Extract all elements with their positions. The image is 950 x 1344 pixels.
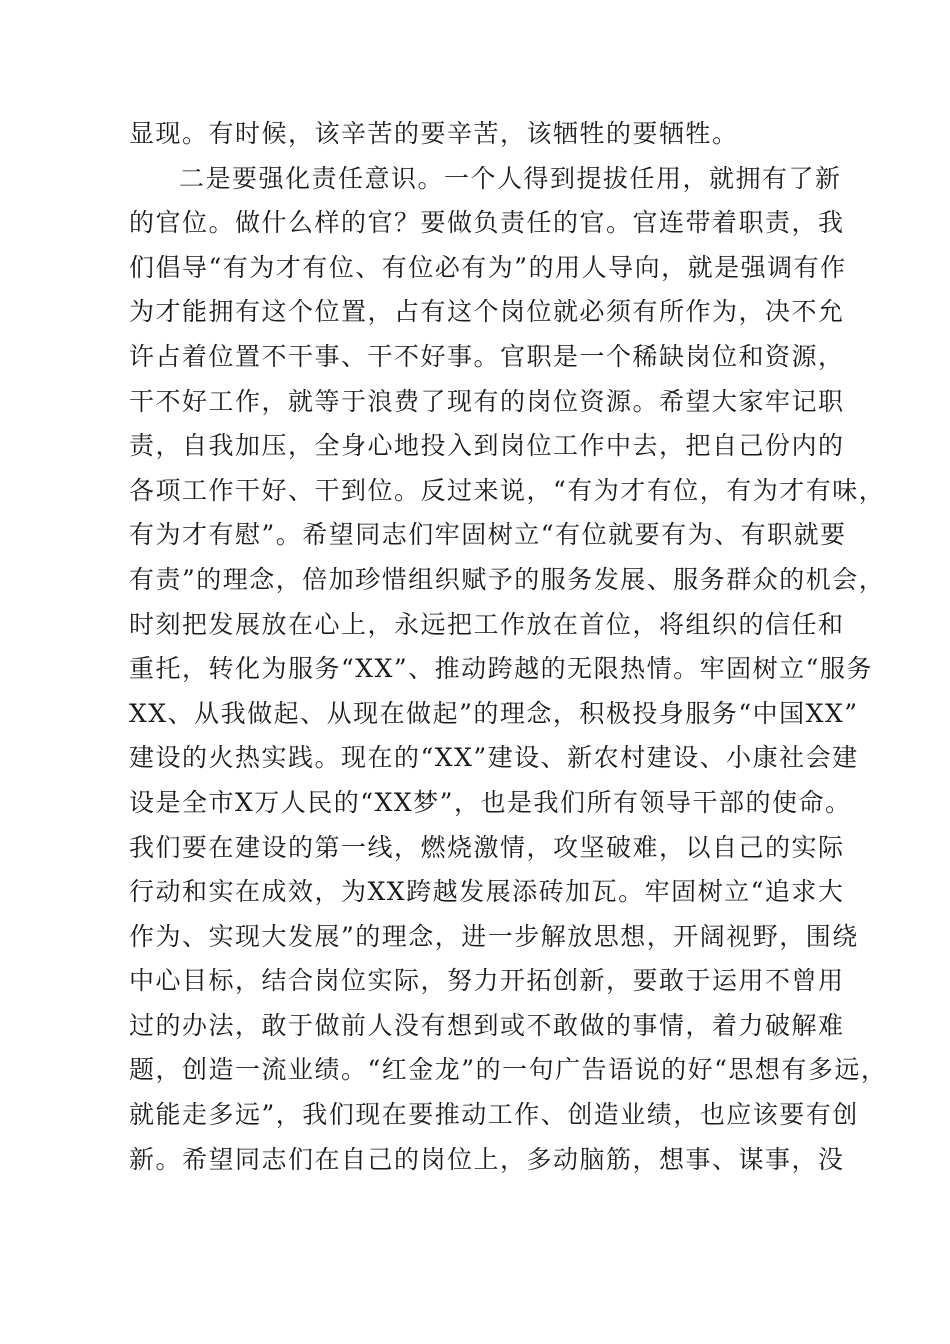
text-line: 为才能拥有这个位置，占有这个岗位就必须有所作为，决不允	[129, 297, 845, 327]
text-line: 中心目标，结合岗位实际，努力开拓创新，要敢于运用不曾用	[129, 966, 845, 996]
text-line: 重托，转化为服务“XX”、推动跨越的无限热情。牢固树立“服务	[129, 654, 873, 684]
text-line: 设是全市X万人民的“XX梦”，也是我们所有领导干部的使命。	[129, 787, 852, 817]
text-line: XX、从我做起、从现在做起”的理念，积极投身服务“中国XX”	[129, 698, 859, 728]
text-line: 干不好工作，就等于浪费了现有的岗位资源。希望大家牢记职	[129, 386, 845, 416]
text-line: 新。希望同志们在自己的岗位上，多动脑筋，想事、谋事，没	[129, 1144, 845, 1174]
text-line: 有为才有慰”。希望同志们牢固树立“有位就要有为、有职就要	[129, 520, 847, 550]
text-line: 过的办法，敢于做前人没有想到或不敢做的事情，着力破解难	[129, 1010, 845, 1040]
text-line: 建设的火热实践。现在的“XX”建设、新农村建设、小康社会建	[129, 743, 859, 773]
text-line: 各项工作干好、干到位。反过来说，“有为才有位，有为才有味，	[129, 475, 886, 505]
text-line: 有责”的理念，倍加珍惜组织赋予的服务发展、服务群众的机会，	[129, 564, 886, 594]
text-line: 题，创造一流业绩。“红金龙”的一句广告语说的好“思想有多远，	[129, 1055, 888, 1085]
text-line: 时刻把发展放在心上，永远把工作放在首位，将组织的信任和	[129, 609, 845, 639]
text-line: 作为、实现大发展”的理念，进一步解放思想，开阔视野，围绕	[129, 921, 859, 951]
text-line: 许占着位置不干事、干不好事。官职是一个稀缺岗位和资源，	[129, 341, 845, 371]
text-line: 行动和实在成效，为XX跨越发展添砖加瓦。牢固树立“追求大	[129, 877, 845, 907]
body-text	[129, 112, 888, 1182]
text-line: 二是要强化责任意识。一个人得到提拔任用，就拥有了新	[179, 163, 842, 193]
text-line: 显现。有时候，该辛苦的要辛苦，该牺牲的要牺牲。	[129, 119, 739, 148]
text-line: 我们要在建设的第一线，燃烧激情，攻坚破难，以自己的实际	[129, 832, 845, 862]
text-line: 的官位。做什么样的官？要做负责任的官。官连带着职责，我	[129, 208, 845, 238]
text-line: 就能走多远”，我们现在要推动工作、创造业绩，也应该要有创	[129, 1100, 859, 1130]
text-line: 们倡导“有为才有位、有位必有为”的用人导向，就是强调有作	[129, 252, 847, 282]
text-line: 责，自我加压，全身心地投入到岗位工作中去，把自己份内的	[129, 431, 845, 461]
